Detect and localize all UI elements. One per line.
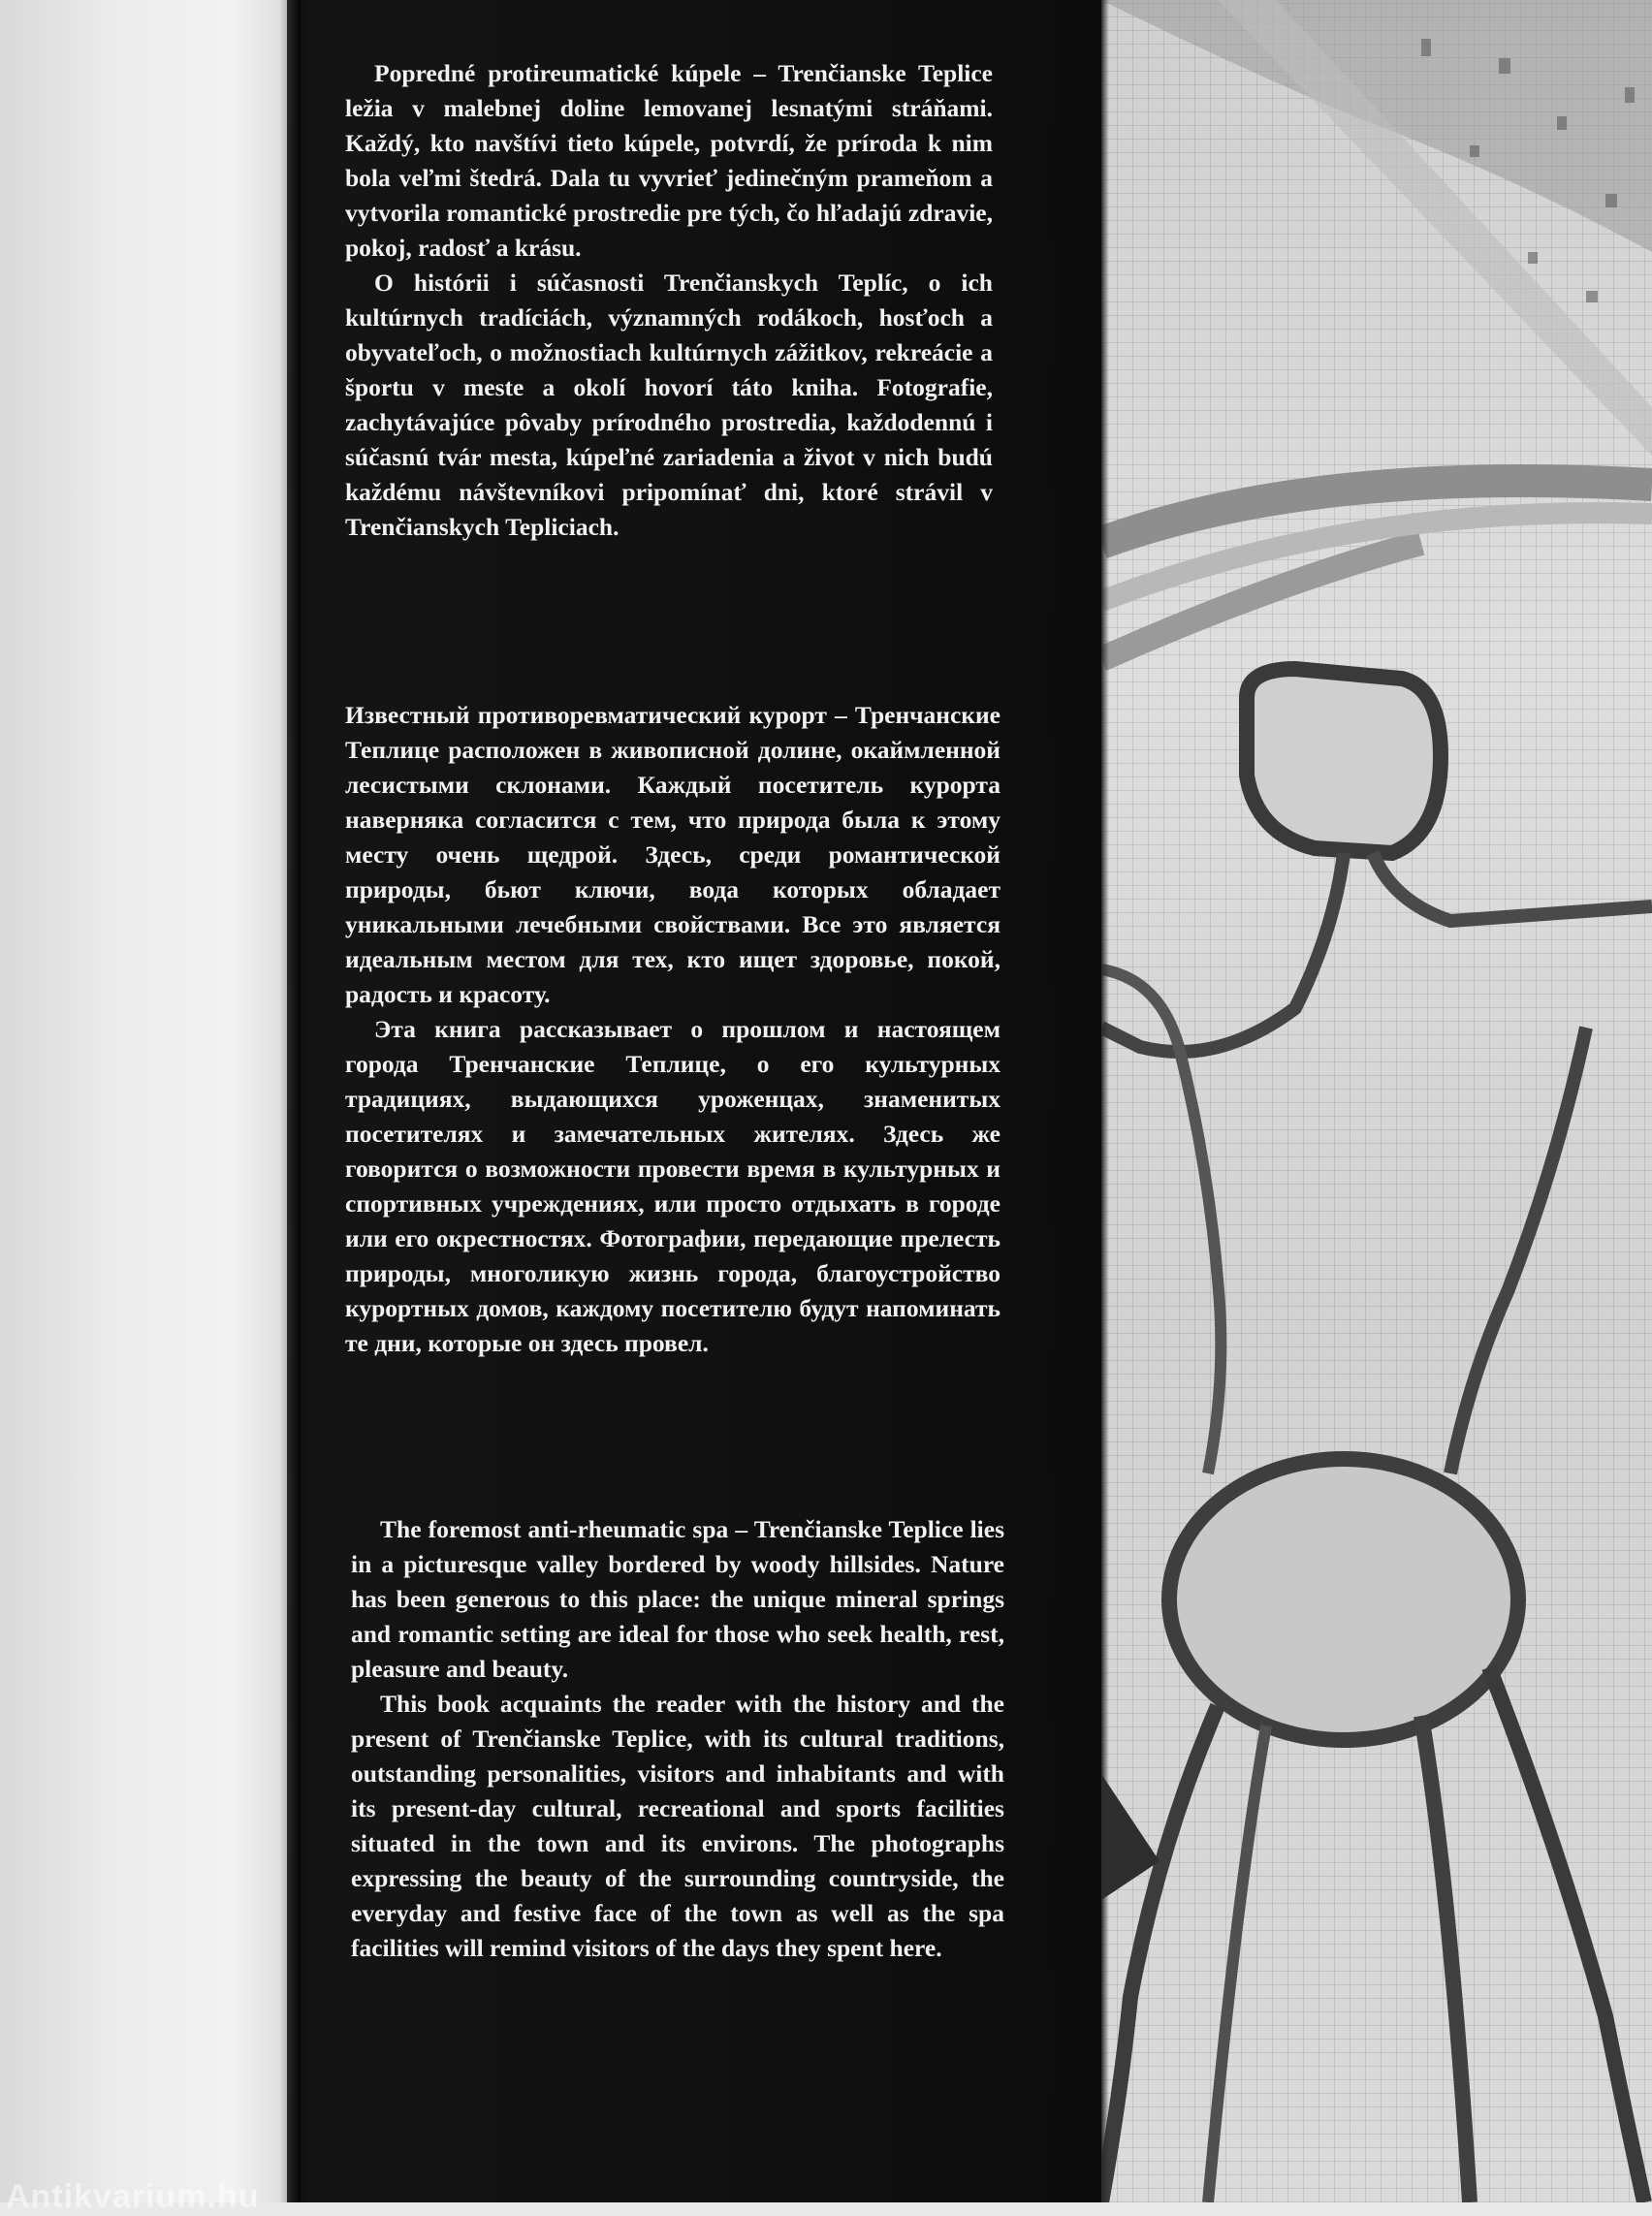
slovak-paragraph-2: O histórii i súčasnosti Trenčianskych Teplíc, o ich kultúrnych tradíciách, významných rodákoch, hosťoch a obyvateľoch, o možnostiach kultúrnych zážitkov, rekreácie a športu v meste a okolí hovorí táto kniha. Fotografie, zachytávajúce pôvaby prírodného prostredia, každodennú i súčasnú tvár mesta, kúpeľné zariadenia a život v nich budú každému návštevníkovi pripomínať dni, ktoré strávil v Trenčianskych Tepliciach. <box>345 269 993 541</box>
mosaic-photo <box>1101 0 1652 2202</box>
photo-seam-shadow <box>1101 0 1109 2202</box>
mosaic-figure-illustration <box>1101 0 1652 2202</box>
russian-paragraph-2: Эта книга рассказывает о прошлом и настоящем города Тренчанские Теплице, о его культурных традициях, выдающихся уроженцах, знаменитых посетителях и замечательных жителях. Здесь же говорится о возможности провести время в культурных и спортивных учреждениях, или просто отдыхать в городе или его окрестностях. Фотографии, передающие прелесть природы, многоликую жизнь города, благоустройство курортных домов, каждому посетителю будут напоминать те дни, которые он здесь провел. <box>345 1015 1001 1357</box>
english-paragraph-1: The foremost anti-rheumatic spa – Trenčianske Teplice lies in a picturesque valley bordered by woody hillsides. Nature has been generous to this place: the unique mineral springs and romantic setting are ideal for those who seek health, rest, pleasure and beauty. <box>351 1515 1004 1683</box>
russian-text-block <box>345 698 1001 1361</box>
cover-edge <box>287 0 301 2202</box>
watermark-text: Antikvarium.hu <box>6 2178 260 2215</box>
slovak-text-block <box>345 56 993 545</box>
left-page <box>0 0 291 2215</box>
slovak-paragraph-1: Popredné protireumatické kúpele – Trenčianske Teplice ležia v malebnej doline lemovanej lesnatými stráňami. Každý, kto navštívi tieto kúpele, potvrdí, že príroda k nim bola veľmi štedrá. Dala tu vyvrieť jedinečným prameňom a vytvorila romantické prostredie pre tých, čo hľadajú zdravie, pokoj, radosť a krásu. <box>345 59 993 262</box>
english-text-block <box>351 1512 1004 1966</box>
russian-paragraph-1: Известный противоревматический курорт – Тренчанские Теплице расположен в живописной долине, окаймленной лесистыми склонами. Каждый посетитель курорта наверняка согласится с тем, что природа была к этому месту очень щедрой. Здесь, среди романтической природы, бьют ключи, вода которых обладает уникальными лечебными свойствами. Все это является идеальным местом для тех, кто ищет здоровье, покой, радость и красоту. <box>345 701 1001 1008</box>
english-paragraph-2: This book acquaints the reader with the history and the present of Trenčianske Teplice, with its cultural traditions, outstanding personalities, visitors and inhabitants and with its present-day cultural, recreational and sports facilities situated in the town and its environs. The photographs expressing the beauty of the surrounding countryside, the everyday and festive face of the town as well as the spa facilities will remind visitors of the days they spent here. <box>351 1690 1004 1962</box>
